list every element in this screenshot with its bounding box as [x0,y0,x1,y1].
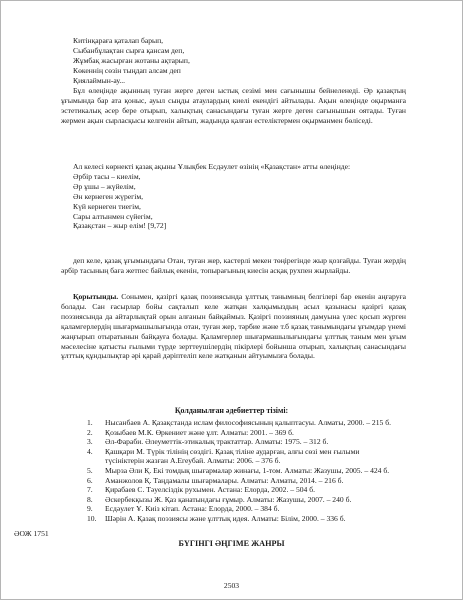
poem-excerpt-2 [61,162,406,231]
poem-line: Ән кернеген жүрегім, [73,191,144,201]
poem-line: Сыбанбұлақтан сырға қансам деп, [73,45,185,55]
poem-line: Сары алтынмен сүйегім, [73,211,153,221]
poem-line: Көкеннің сөзін тыңдап алсам деп [73,65,181,75]
poem-line: Қазақстан – жыр елім! [9,72] [73,221,167,231]
poem-line: Қиялаймын-ау... [73,75,126,85]
reference-item: 1. Нысанбаев А. Қазақстанда ислам философиясының қалыптасуы. Алматы, 2000. – 215 б. [87,418,391,427]
paragraph: Бұл өлеңінде ақынның туған жерге деген ыстық сезімі мен сағынышы бейнеленеді. Әр қазақтың ұғымында бар ата қоныс, ауыл сыңды атаулардың киелі екендігі айтылады. Ақын өлеңінде оқырманға эстетикалық әсер бере отырып, халықтың санасындағы туған жерге деген сағынышын оятады. Туған жермен ақын сырласқысы келгенін айтып, жадында қалған естеліктермен оқырманмен бөліседі. [61,86,406,125]
reference-item: 2. Қозыбаев М.К. Өркениет және ұлт. Алматы: 2001. – 369 б. [87,427,294,437]
references-title: Қолданылған әдебиеттер тізімі: [174,406,289,415]
paragraph: деп келе, қазақ ұғымындағы Отан, туған жер, кастерлі мекен төңірегінде жыр қозғайды. Туған жердің әрбір тасының баға жетпес байлық екенін, топырағының киесін асқақ рухпен жырлайды. [61,256,406,275]
analysis-block-2 [61,256,406,276]
reference-item: 5. Мырза Әли Қ. Екі томдық шығармалар жинағы, 1-том. Алматы: Жазушы, 2005. – 424 б. [87,465,390,475]
conclusion-block [61,292,406,361]
conclusion-heading: Қорытынды. [73,292,119,301]
analysis-block [61,86,406,126]
reference-item: 9. Есдәулет Ұ. Киіз кітап. Астана: Елорда, 2000. – 384 б. [87,504,280,514]
poem-line: Әрбір тасы – киелім, [73,171,141,181]
reference-item: 8. Әскербекқызы Ж. Қаз қанатындағы ғұмыр. Алматы: Жазушы, 2007. – 240 б. [87,494,352,504]
reference-item: 4. Қашқари М. Түрік тілінің сөздігі. Қазақ тіліне аударған, алғы сөзі мен ғылыми түсініктерін жазған А.Егеубай. Алматы: 2006. – 376 б. [87,446,360,466]
section-title: БҮГІНГІ ӘҢГІМЕ ЖАНРЫ [178,539,285,548]
references-list [87,418,392,524]
poem-line: Әр ұшы – жүйелім, [73,181,136,191]
reference-item: 7. Қирабаев С. Тәуелсіздік рухымен. Астана: Елорда, 2002. – 504 б. [87,485,316,495]
reference-item: 3. Әл-Фараби. Әлеуметтік-этикалық трактаттар. Алматы: 1975. – 312 б. [87,437,329,447]
poem-line: Күй кернеген тиегім, [73,201,141,211]
conclusion-text: Сонымен, қазіргі қазақ поэзиясында ұлттық танымның белгілері бар екенін аңғаруға болады. Сан ғасырлар бойы сақталып келе жатқан халқымыздың асыл қазынасы қазіргі қазақ поэзиясында да айтарлықтай орын алғанын байқаймыз. Қазіргі поэзияның дамуына үлес қосып жүрген қаламгерлердің шығармашылығында отан, туған жер, тәрбие және т.б қазақ танымындағы ұғымдар үнемі жаңғырып отыратынын байқауға болады. Қаламгерлер шығармашылығындағы ұлттық таным мен ұғым мәселесіне қатысты ғылыми түрде зерттеушілердің пікірлері бойынша отырып, халықтың санасындағы ұлттық құндылықтар әрі қарай дәріптеліп келе жатқанын айтуымызға болады. [61,292,406,361]
udc-code: ӘОЖ 1751 [14,529,49,538]
poem-excerpt-1 [61,36,406,86]
poem-line: Жұмбақ жасырған жотаны ақтарып, [73,55,190,65]
reference-item: 6. Аманжолов Қ. Таңдамалы шығармалары. Алматы: Алматы, 2014. – 216 б. [87,475,344,485]
page-number: 2503 [223,581,240,590]
poem-line: Китінқараға қаталап барып, [73,36,164,45]
reference-item: 10. Шәрін А. Қазақ поэзиясы және ұлттық идея. Алматы: Білім, 2000. – 336 б. [87,513,346,523]
conclusion-paragraph [61,292,406,361]
poem-intro: Ал келесі көрнекті қазақ ақыны Ұлықбек Есдәулет өзінің «Қазақстан» атты өлеңінде: [73,162,351,171]
